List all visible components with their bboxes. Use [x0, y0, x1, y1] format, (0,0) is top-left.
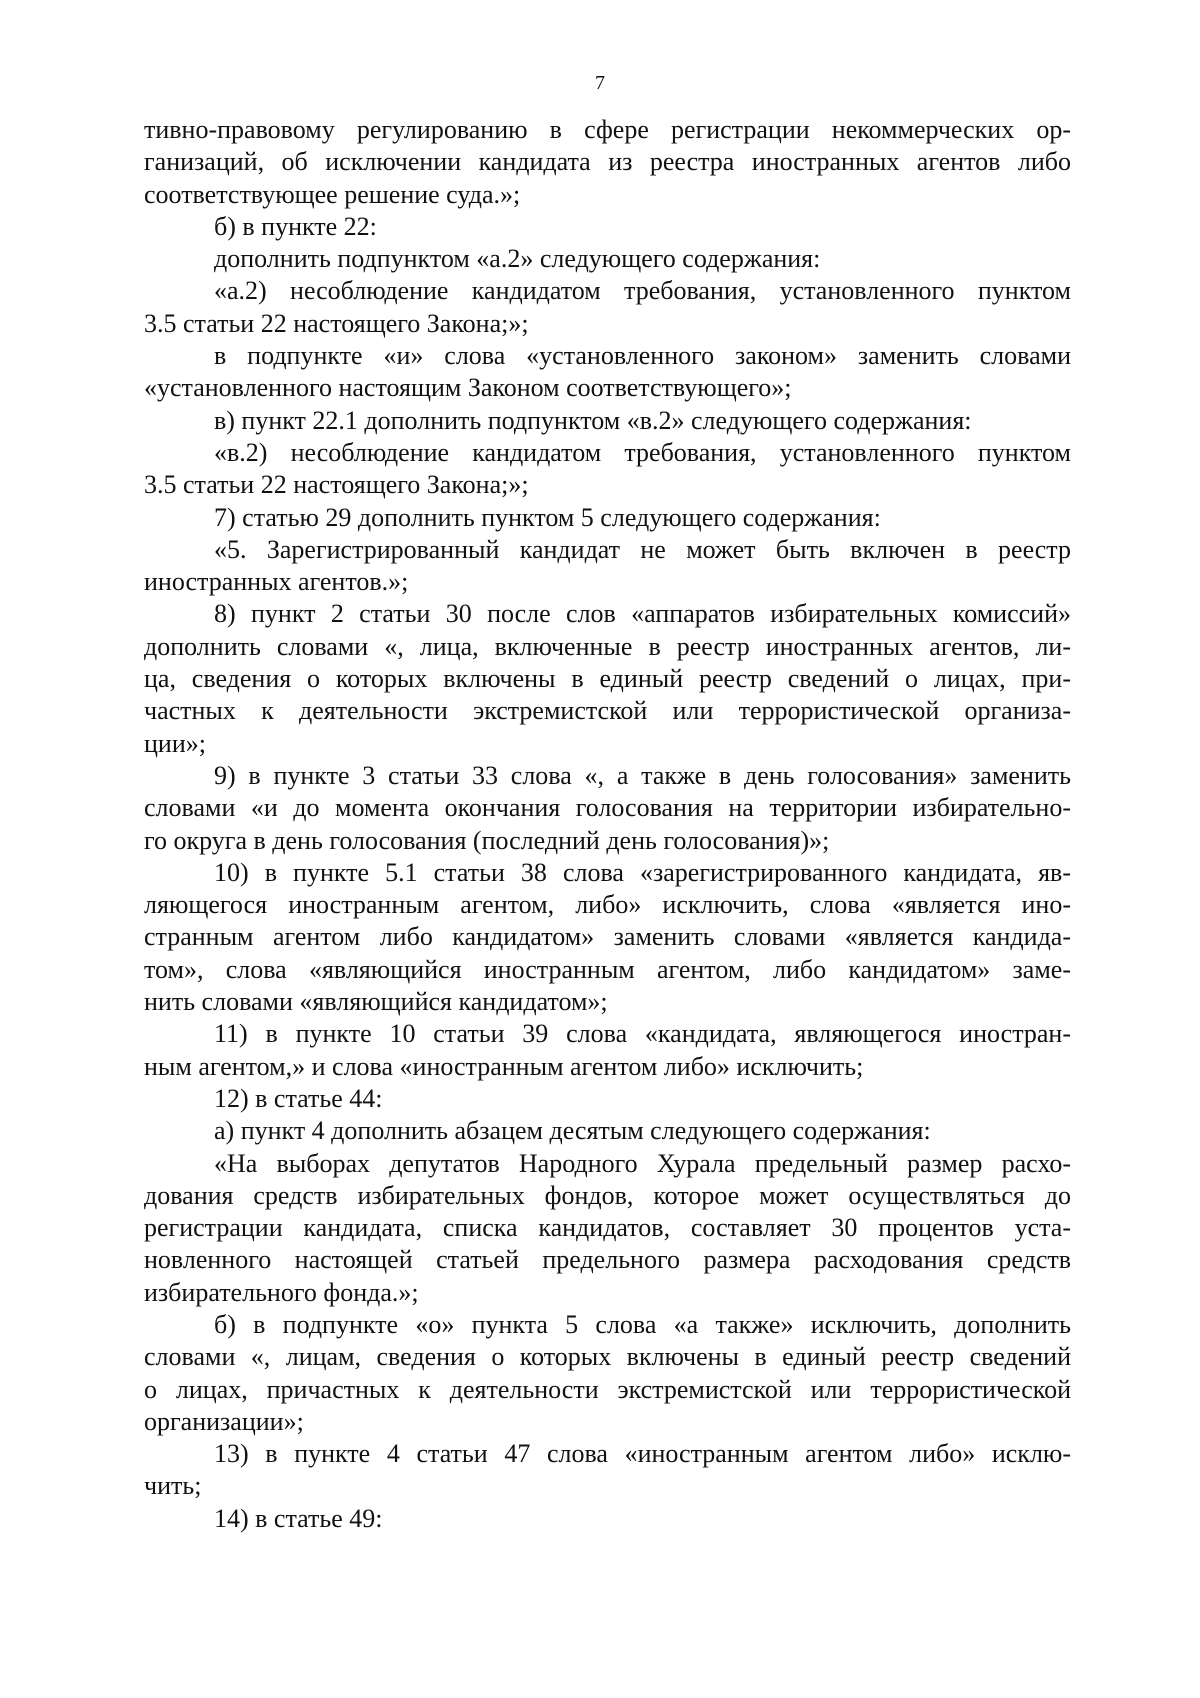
text-line: ным агентом,» и слова «иностранным агентом либо» исключить; [144, 1051, 864, 1081]
text-line: тивно-правовому регулированию в сфере регистрации некоммерческих ор- [144, 115, 1071, 144]
text-line: «На выборах депутатов Народного Хурала предельный размер расхо- [214, 1148, 1071, 1178]
text-line: нить словами «являющийся кандидатом»; [144, 987, 608, 1017]
text-line: 14) в статье 49: [214, 1503, 383, 1533]
text-line: в) пункт 22.1 дополнить подпунктом «в.2» следующего содержания: [214, 405, 972, 435]
text-line: дополнить словами «, лица, включенные в реестр иностранных агентов, ли- [144, 631, 1071, 661]
text-line: 8) пункт 2 статьи 30 после слов «аппаратов избирательных комиссий» [214, 599, 1071, 629]
text-line: регистрации кандидата, списка кандидатов, составляет 30 процентов уста- [144, 1213, 1071, 1243]
text-line: 3.5 статьи 22 настоящего Закона;»; [144, 308, 529, 338]
text-line: избирательного фонда.»; [144, 1277, 419, 1307]
text-line: 3.5 статьи 22 настоящего Закона;»; [144, 470, 529, 500]
text-line: частных к деятельности экстремистской или террористической организа- [144, 696, 1071, 726]
text-line: дования средств избирательных фондов, которое может осуществляться до [144, 1180, 1071, 1210]
document-body [144, 114, 1071, 1535]
text-line: 7) статью 29 дополнить пунктом 5 следующего содержания: [214, 502, 881, 532]
text-line: в подпункте «и» слова «установленного законом» заменить словами [214, 341, 1071, 371]
text-line: 13) в пункте 4 статьи 47 слова «иностранным агентом либо» исклю- [214, 1439, 1071, 1469]
text-line: «установленного настоящим Законом соответствующего»; [144, 373, 792, 403]
text-line: о лицах, причастных к деятельности экстремистской или террористической [144, 1374, 1071, 1404]
text-line: ца, сведения о которых включены в единый реестр сведений о лицах, при- [144, 664, 1071, 694]
text-line: 12) в статье 44: [214, 1083, 383, 1113]
text-line: дополнить подпунктом «а.2» следующего содержания: [214, 244, 821, 274]
text-line: «5. Зарегистрированный кандидат не может быть включен в реестр [214, 534, 1071, 564]
page-number: 7 [595, 72, 605, 94]
text-line: го округа в день голосования (последний день голосования)»; [144, 825, 830, 855]
text-line: ганизаций, об исключении кандидата из реестра иностранных агентов либо [144, 147, 1071, 177]
text-line: ляющегося иностранным агентом, либо» исключить, слова «является ино- [144, 890, 1071, 920]
text-line: словами «и до момента окончания голосования на территории избирательно- [144, 793, 1071, 823]
text-line: а) пункт 4 дополнить абзацем десятым следующего содержания: [214, 1116, 931, 1146]
text-line: соответствующее решение суда.»; [144, 179, 521, 209]
text-line: «в.2) несоблюдение кандидатом требования, установленного пунктом [214, 437, 1071, 467]
text-line: том», слова «являющийся иностранным агентом, либо кандидатом» заме- [144, 954, 1071, 984]
text-line: иностранных агентов.»; [144, 567, 409, 597]
text-line: б) в пункте 22: [214, 211, 377, 241]
text-line: «а.2) несоблюдение кандидатом требования, установленного пунктом [214, 276, 1071, 306]
text-line: б) в подпункте «о» пункта 5 слова «а также» исключить, дополнить [214, 1309, 1071, 1339]
text-line: организации»; [144, 1406, 304, 1436]
text-line: 10) в пункте 5.1 статьи 38 слова «зарегистрированного кандидата, яв- [214, 857, 1071, 887]
text-line: странным агентом либо кандидатом» заменить словами «является кандида- [144, 922, 1071, 952]
text-line: 9) в пункте 3 статьи 33 слова «, а также в день голосования» заменить [214, 760, 1071, 790]
text-line: словами «, лицам, сведения о которых включены в единый реестр сведений [144, 1342, 1071, 1372]
text-line: чить; [144, 1471, 202, 1501]
text-line: 11) в пункте 10 статьи 39 слова «кандидата, являющегося иностран- [214, 1019, 1071, 1049]
text-line: ции»; [144, 728, 206, 758]
text-line: новленного настоящей статьей предельного размера расходования средств [144, 1245, 1071, 1275]
